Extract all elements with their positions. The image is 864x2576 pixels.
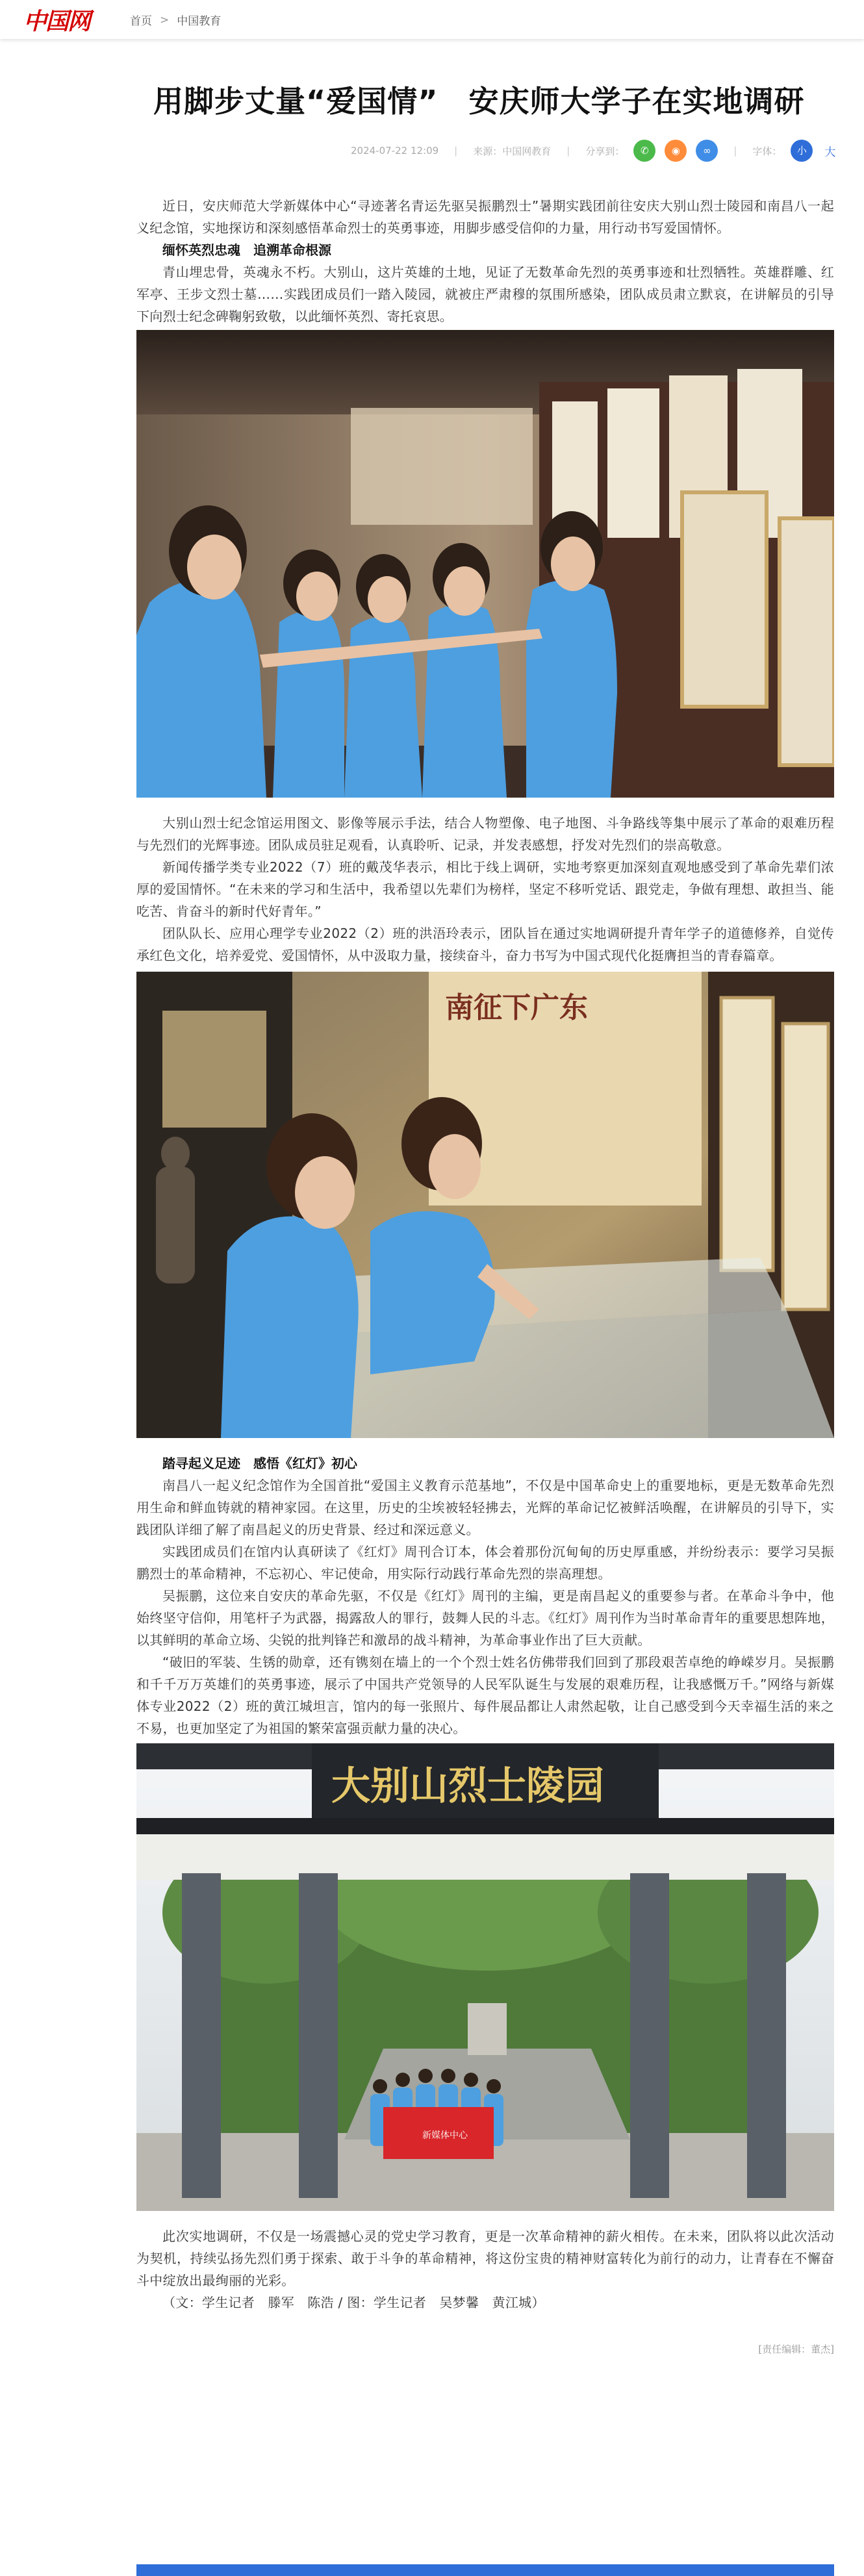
top-bar (0, 0, 864, 39)
memorial-sign-text: 大别山烈士陵园 (331, 1763, 604, 1809)
paragraph: 青山埋忠骨，英魂永不朽。大别山，这片英雄的土地，见证了无数革命先烈的英勇事迹和壮烈牺牲。英雄群雕、红军亭、王步文烈士墓……实践团成员们一踏入陵园，就被庄严肃穆的氛围所感染，团队成员肃立默哀，在讲解员的引导下向烈士纪念碑鞠躬致敬，以此缅怀英烈、寄托哀思。 (136, 264, 834, 324)
paragraph: 实践团成员们在馆内认真研读了《红灯》周刊合订本，体会着那份沉甸甸的历史厚重感，并纷纷表示：要学习吴振鹏烈士的革命精神，不忘初心、牢记使命，用实际行动践行革命先烈的崇高理想。 (136, 1544, 834, 1582)
paragraph: 南昌八一起义纪念馆作为全国首批“爱国主义教育示范基地”，不仅是中国革命史上的重要地标，更是无数革命先烈用生命和鲜血铸就的精神家园。在这里，历史的尘埃被轻轻拂去，光辉的革命记忆被鲜活唤醒，在讲解员的引导下，实践团队详细了解了南昌起义的历史背景、经过和深远意义。 (136, 1478, 834, 1537)
breadcrumb-education[interactable]: 中国教育 (177, 15, 222, 28)
breadcrumb (130, 12, 221, 28)
article-meta (351, 138, 864, 164)
photo-illustration (136, 972, 834, 1438)
group-banner-text: 新媒体中心 (422, 2130, 468, 2141)
share-label: 分享到： (585, 145, 625, 157)
paragraph: 新闻传播学类专业2022（7）班的戴茂华表示，相比于线上调研，实地考察更加深刻直观地感受到了革命先辈们浓厚的爱国情怀。“在未来的学习和生活中，我希望以先辈们为榜样，坚定不移听党话、跟党走，争做有理想、敢担当、能吃苦、肯奋斗的新时代好青年。” (136, 859, 834, 919)
wechat-share-icon[interactable]: ✆ (633, 140, 655, 162)
article-source: 来源：中国网教育 (473, 145, 552, 157)
meta-divider: | (454, 145, 458, 157)
article-body (136, 195, 834, 2356)
exhibit-sign-text: 南征下广东 (445, 991, 588, 1024)
breadcrumb-separator: > (160, 13, 170, 27)
article-photo-memorial-gate (136, 1743, 834, 2211)
photo-illustration (136, 330, 834, 798)
font-small-button[interactable]: 小 (791, 140, 813, 162)
article-title: 用脚步丈量“爱国情” 安庆师大学子在实地调研 (153, 84, 805, 119)
meta-divider: | (733, 145, 737, 157)
site-logo[interactable] (23, 4, 90, 35)
byline: （文：学生记者 滕军 陈浩 / 图：学生记者 吴梦馨 黄江城） (162, 2295, 545, 2310)
article-photo-exhibition (136, 330, 834, 798)
article-photo-display-case (136, 972, 834, 1438)
editor-credit: [责任编辑：董杰] (758, 2343, 834, 2355)
font-size-label: 字体： (752, 145, 782, 157)
breadcrumb-home[interactable]: 首页 (130, 15, 152, 28)
paragraph: 此次实地调研，不仅是一场震撼心灵的党史学习教育，更是一次革命精神的薪火相传。在未来，团队将以此次活动为契机，持续弘扬先烈们勇于探索、敢于斗争的革命精神，将这份宝贵的精神财富转化为前行的动力，让青春在不懈奋斗中绽放出最绚丽的光彩。 (136, 2229, 834, 2288)
paragraph: “破旧的军装、生锈的勋章，还有镌刻在墙上的一个个烈士姓名仿佛带我们回到了那段艰苦卓绝的峥嵘岁月。吴振鹏和千千万万英雄们的英勇事迹，展示了中国共产党领导的人民军队诞生与发展的艰难历程，让我感慨万千。”网络与新媒体专业2022（2）班的黄江城坦言，馆内的每一张照片、每件展品都让人肃然起敬，让自己感受到今天幸福生活的来之不易，也更加坚定了为祖国的繁荣富强贡献力量的决心。 (136, 1654, 834, 1736)
logo-text: 中国网 (23, 7, 90, 35)
link-share-icon[interactable]: ∞ (696, 140, 718, 162)
meta-divider: | (566, 145, 570, 157)
section-heading: 踏寻起义足迹 感悟《红灯》初心 (162, 1456, 357, 1471)
font-big-button[interactable]: 大 (824, 145, 836, 159)
paragraph: 吴振鹏，这位来自安庆的革命先驱，不仅是《红灯》周刊的主编，更是南昌起义的重要参与者。在革命斗争中，他始终坚守信仰，用笔杆子为武器，揭露敌人的罪行，鼓舞人民的斗志。《红灯》周刊作为当时革命青年的重要思想阵地，以其鲜明的革命立场、尖锐的批判锋芒和激昂的战斗精神，为革命事业作出了巨大贡献。 (136, 1588, 834, 1648)
paragraph: 团队队长、应用心理学专业2022（2）班的洪浯玲表示，团队旨在通过实地调研提升青年学子的道德修养，自觉传承红色文化，培养爱党、爱国情怀，从中汲取力量，接续奋斗，奋力书写为中国式现代化挺膺担当的青春篇章。 (136, 926, 834, 963)
section-heading: 缅怀英烈忠魂 追溯革命根源 (162, 242, 331, 258)
weibo-share-icon[interactable]: ◉ (665, 140, 687, 162)
photo-illustration (136, 1743, 834, 2211)
publish-date: 2024-07-22 12:09 (351, 145, 439, 157)
paragraph: 近日，安庆师范大学新媒体中心“寻迹著名青运先驱吴振鹏烈士”暑期实践团前往安庆大别山烈士陵园和南昌八一起义纪念馆，实地探访和深刻感悟革命烈士的英勇事迹，用脚步感受信仰的力量，用行动书写爱国情怀。 (136, 198, 834, 236)
paragraph: 大别山烈士纪念馆运用图文、影像等展示手法，结合人物塑像、电子地图、斗争路线等集中展示了革命的艰难历程与先烈们的光辉事迹。团队成员驻足观看，认真聆听、记录，并发表感想，抒发对先烈们的崇高敬意。 (136, 815, 834, 853)
footer-bar (136, 2564, 834, 2576)
